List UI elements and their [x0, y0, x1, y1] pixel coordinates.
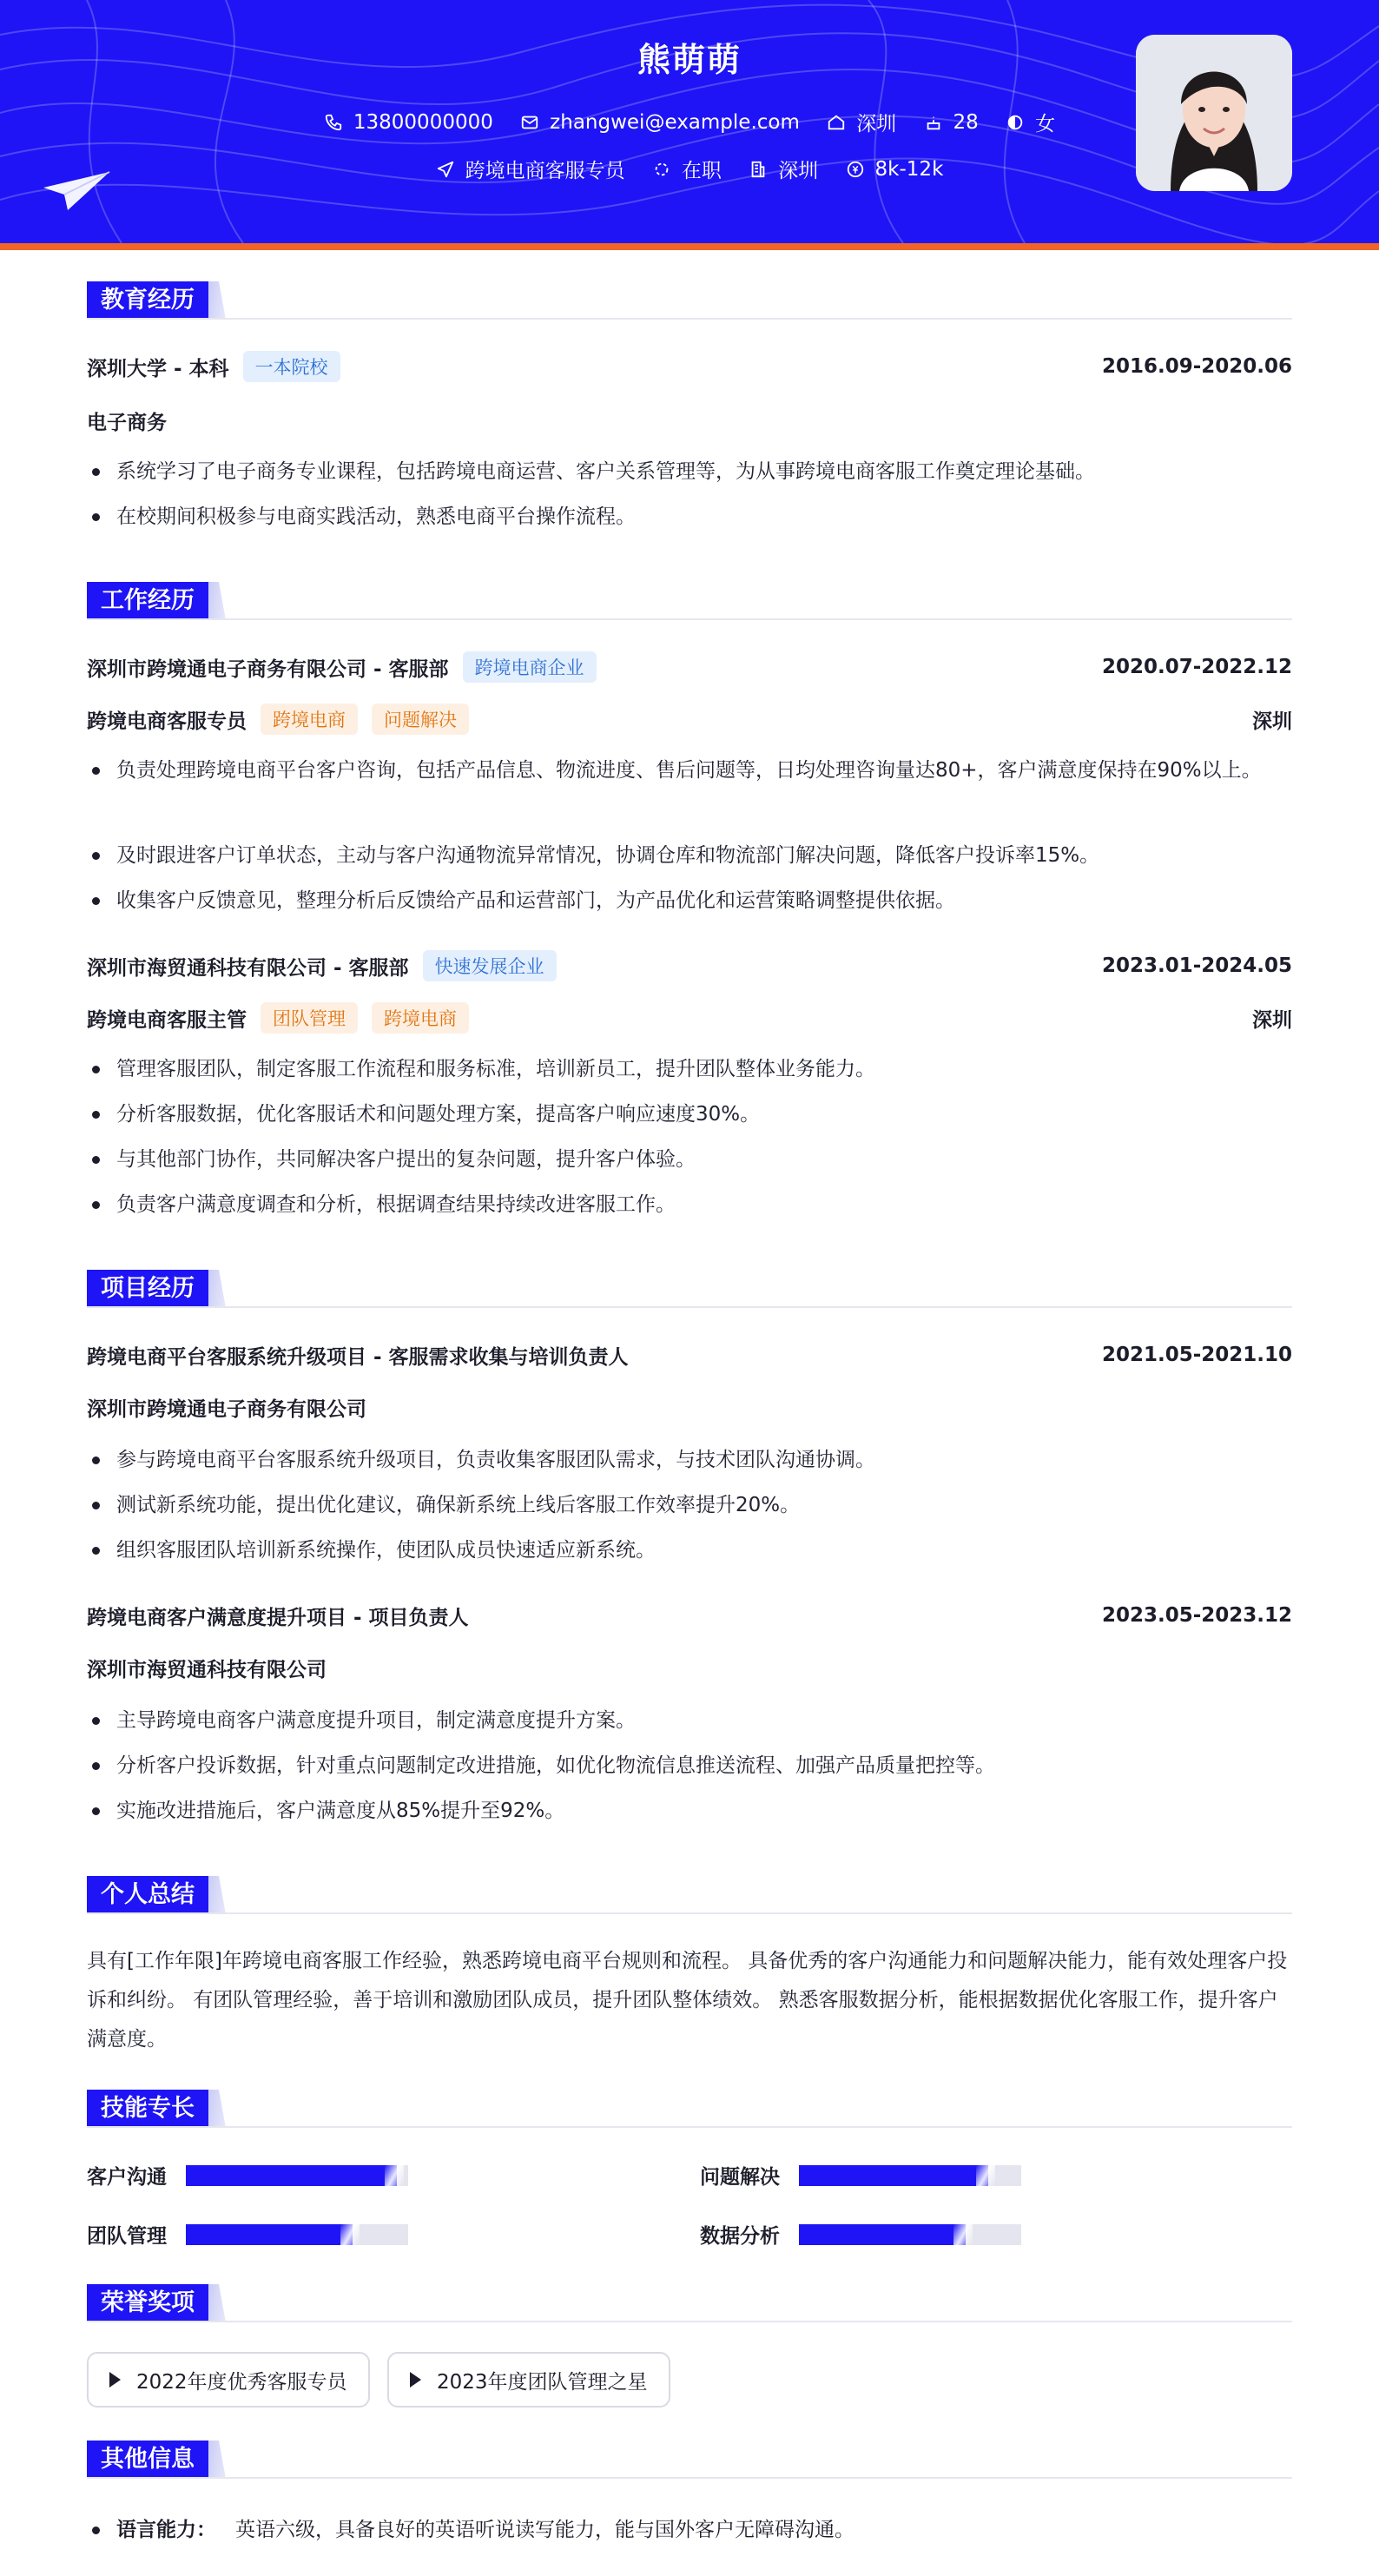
salary-info — [846, 158, 944, 181]
job-date: 2023.01-2024.05 — [1101, 954, 1292, 977]
list-item: 及时跟进客户订单状态，主动与客户沟通物流异常情况，协调仓库和物流部门解决问题，降低客户投诉率15%。 — [87, 836, 1292, 875]
position-tag: 问题解决 — [372, 703, 469, 735]
school-tag: 一本院校 — [243, 351, 340, 382]
skill-level-fill — [799, 2224, 966, 2245]
email-info — [520, 111, 800, 134]
award-label: 2023年度团队管理之星 — [437, 2370, 648, 2394]
skill-level-bar — [799, 2165, 1021, 2186]
section-divider — [87, 618, 1292, 620]
skill-level-bar — [186, 2165, 408, 2186]
company-tag: 跨境电商企业 — [463, 651, 597, 683]
paper-plane-icon — [42, 170, 111, 214]
skill-level-fill — [186, 2224, 353, 2245]
project-name: 跨境电商平台客服系统升级项目 - 客服需求收集与培训负责人 — [87, 1345, 629, 1369]
skill-level-shine — [953, 2224, 973, 2245]
education-date: 2016.09-2020.06 — [1101, 355, 1292, 378]
section-projects-title — [87, 1270, 226, 1308]
resume-header — [0, 0, 1379, 243]
section-skills-title — [87, 2090, 226, 2128]
skill-item — [87, 2220, 408, 2249]
job-position-row — [87, 703, 1292, 735]
position-name: 跨境电商客服主管 — [87, 1008, 247, 1032]
company-tag: 快速发展企业 — [423, 950, 557, 981]
section-work-title — [87, 582, 226, 620]
target-job-info — [436, 155, 625, 183]
section-divider — [87, 2321, 1292, 2322]
skill-level-shine — [340, 2224, 360, 2245]
position-tag: 跨境电商 — [261, 703, 358, 735]
major-name: 电子商务 — [87, 411, 167, 434]
loading-icon — [652, 160, 671, 179]
other-info-item — [87, 2510, 854, 2550]
skill-item — [87, 2161, 408, 2190]
phone-icon — [324, 113, 343, 132]
send-icon — [436, 160, 455, 179]
city-text: 深圳 — [856, 113, 897, 135]
title-tail-decoration — [208, 582, 226, 620]
candidate-name: 熊萌萌 — [637, 41, 742, 79]
position-tag: 团队管理 — [261, 1002, 358, 1034]
project-date: 2023.05-2023.12 — [1101, 1604, 1292, 1627]
list-item: 管理客服团队，制定客服工作流程和服务标准，培训新员工，提升团队整体业务能力。 — [87, 1049, 1292, 1089]
skill-name: 团队管理 — [87, 2225, 167, 2248]
list-item: 负责客户满意度调查和分析，根据调查结果持续改进客服工作。 — [87, 1185, 1292, 1225]
section-other-title — [87, 2441, 226, 2479]
target-city-info — [749, 155, 818, 183]
title-tail-decoration — [208, 2284, 226, 2322]
skill-name: 客户沟通 — [87, 2166, 167, 2189]
cake-icon — [924, 113, 943, 132]
list-item: 分析客户投诉数据，针对重点问题制定改进措施，如优化物流信息推送流程、加强产品质量把控等。 — [87, 1746, 1292, 1786]
skill-item — [700, 2220, 1021, 2249]
section-title-label: 其他信息 — [87, 2441, 208, 2479]
skill-level-bar — [186, 2224, 408, 2245]
other-info-label: 语言能力： — [116, 2519, 216, 2541]
award-chip — [87, 2352, 370, 2408]
list-item: 组织客服团队培训新系统操作，使团队成员快速适应新系统。 — [87, 1530, 1292, 1570]
section-title-label: 项目经历 — [87, 1270, 208, 1308]
project-company-row — [87, 1652, 1292, 1683]
skill-name: 问题解决 — [700, 2166, 780, 2189]
list-item: 主导跨境电商客户满意度提升项目，制定满意度提升方案。 — [87, 1701, 1292, 1740]
skill-level-fill — [186, 2165, 397, 2186]
list-item: 系统学习了电子商务专业课程，包括跨境电商运营、客户关系管理等，为从事跨境电商客服工作奠定理论基础。 — [87, 452, 1292, 492]
play-triangle-icon — [410, 2372, 421, 2388]
section-title-label: 技能专长 — [87, 2090, 208, 2128]
section-title-label: 教育经历 — [87, 281, 208, 320]
section-summary-title — [87, 1876, 226, 1914]
title-tail-decoration — [208, 2090, 226, 2128]
section-title-label: 个人总结 — [87, 1876, 208, 1914]
status-info — [652, 155, 722, 183]
job-position-row — [87, 1002, 1292, 1034]
gender-info — [1006, 108, 1055, 136]
job-header-row — [87, 651, 1292, 683]
section-divider — [87, 318, 1292, 320]
phone-text: 13800000000 — [353, 110, 493, 134]
skill-item — [700, 2161, 1021, 2190]
avatar — [1136, 35, 1292, 191]
project-company-row — [87, 1391, 1292, 1423]
age-text: 28 — [953, 110, 979, 134]
section-title-label: 工作经历 — [87, 582, 208, 620]
list-item: 实施改进措施后，客户满意度从85%提升至92%。 — [87, 1791, 1292, 1831]
skill-level-shine — [976, 2165, 995, 2186]
salary-text: 8k-12k — [874, 157, 944, 181]
home-icon — [827, 113, 846, 132]
section-title-label: 荣誉奖项 — [87, 2284, 208, 2322]
other-info-text: 英语六级，具备良好的英语听说读写能力，能与国外客户无障碍沟通。 — [234, 2519, 854, 2541]
mail-icon — [520, 113, 539, 132]
company-name: 深圳市海贸通科技有限公司 - 客服部 — [87, 956, 409, 980]
education-header-row — [87, 351, 1292, 382]
list-item: 收集客户反馈意见，整理分析后反馈给产品和运营部门，为产品优化和运营策略调整提供依据。 — [87, 881, 1292, 921]
award-chip — [387, 2352, 670, 2408]
title-tail-decoration — [208, 1270, 226, 1308]
city-info — [827, 108, 896, 136]
target-city-text: 深圳 — [778, 160, 819, 182]
project-company: 深圳市海贸通科技有限公司 — [87, 1658, 327, 1681]
gender-icon — [1006, 113, 1025, 132]
skill-level-shine — [385, 2165, 404, 2186]
project-date: 2021.05-2021.10 — [1101, 1344, 1292, 1366]
play-triangle-icon — [109, 2372, 121, 2388]
list-item: 在校期间积极参与电商实践活动，熟悉电商平台操作流程。 — [87, 497, 1292, 537]
list-item: 负责处理跨境电商平台客户咨询，包括产品信息、物流进度、售后问题等，日均处理咨询量达80+，客户满意度保持在90%以上。 — [87, 750, 1292, 790]
section-divider — [87, 1306, 1292, 1308]
school-name: 深圳大学 - 本科 — [87, 357, 229, 380]
money-icon — [846, 160, 865, 179]
job-location: 深圳 — [1252, 710, 1292, 733]
section-education-title — [87, 281, 226, 320]
target-job-text: 跨境电商客服专员 — [465, 160, 625, 182]
section-divider — [87, 2477, 1292, 2479]
section-divider — [87, 1912, 1292, 1914]
section-awards-title — [87, 2284, 226, 2322]
job-location: 深圳 — [1252, 1008, 1292, 1032]
list-item: 分析客服数据，优化客服话术和问题处理方案，提高客户响应速度30%。 — [87, 1094, 1292, 1134]
building-icon — [749, 160, 768, 179]
summary-text: 具有[工作年限]年跨境电商客服工作经验，熟悉跨境电商平台规则和流程。 具备优秀的客户沟通能力和问题解决能力，能有效处理客户投诉和纠纷。 有团队管理经验，善于培训和激励团队成员，提升团队整体绩效。 熟悉客服数据分析，能根据数据优化客服工作，提升客户满意度。 — [87, 1950, 1288, 2051]
title-tail-decoration — [208, 2441, 226, 2479]
section-divider — [87, 2126, 1292, 2128]
position-tag: 跨境电商 — [372, 1002, 469, 1034]
phone-info — [324, 111, 493, 134]
major-row — [87, 405, 1292, 436]
avatar-photo — [1136, 35, 1292, 191]
email-text: zhangwei@example.com — [550, 110, 800, 134]
list-item: 测试新系统功能，提出优化建议，确保新系统上线后客服工作效率提升20%。 — [87, 1485, 1292, 1525]
age-info — [924, 111, 979, 134]
title-tail-decoration — [208, 281, 226, 320]
status-text: 在职 — [681, 160, 722, 182]
project-header-row — [87, 1339, 1292, 1371]
project-company: 深圳市跨境通电子商务有限公司 — [87, 1397, 366, 1421]
skill-name: 数据分析 — [700, 2225, 780, 2248]
award-label: 2022年度优秀客服专员 — [136, 2370, 347, 2394]
company-name: 深圳市跨境通电子商务有限公司 - 客服部 — [87, 657, 449, 681]
project-name: 跨境电商客户满意度提升项目 - 项目负责人 — [87, 1606, 469, 1629]
list-item: 与其他部门协作，共同解决客户提出的复杂问题，提升客户体验。 — [87, 1139, 1292, 1179]
project-header-row — [87, 1600, 1292, 1631]
skill-level-bar — [799, 2224, 1021, 2245]
job-header-row — [87, 950, 1292, 981]
list-item: 参与跨境电商平台客服系统升级项目，负责收集客服团队需求，与技术团队沟通协调。 — [87, 1440, 1292, 1480]
skill-level-fill — [799, 2165, 988, 2186]
title-tail-decoration — [208, 1876, 226, 1914]
gender-text: 女 — [1035, 113, 1056, 135]
header-accent-line — [0, 243, 1379, 250]
job-date: 2020.07-2022.12 — [1101, 656, 1292, 678]
position-name: 跨境电商客服专员 — [87, 710, 247, 733]
